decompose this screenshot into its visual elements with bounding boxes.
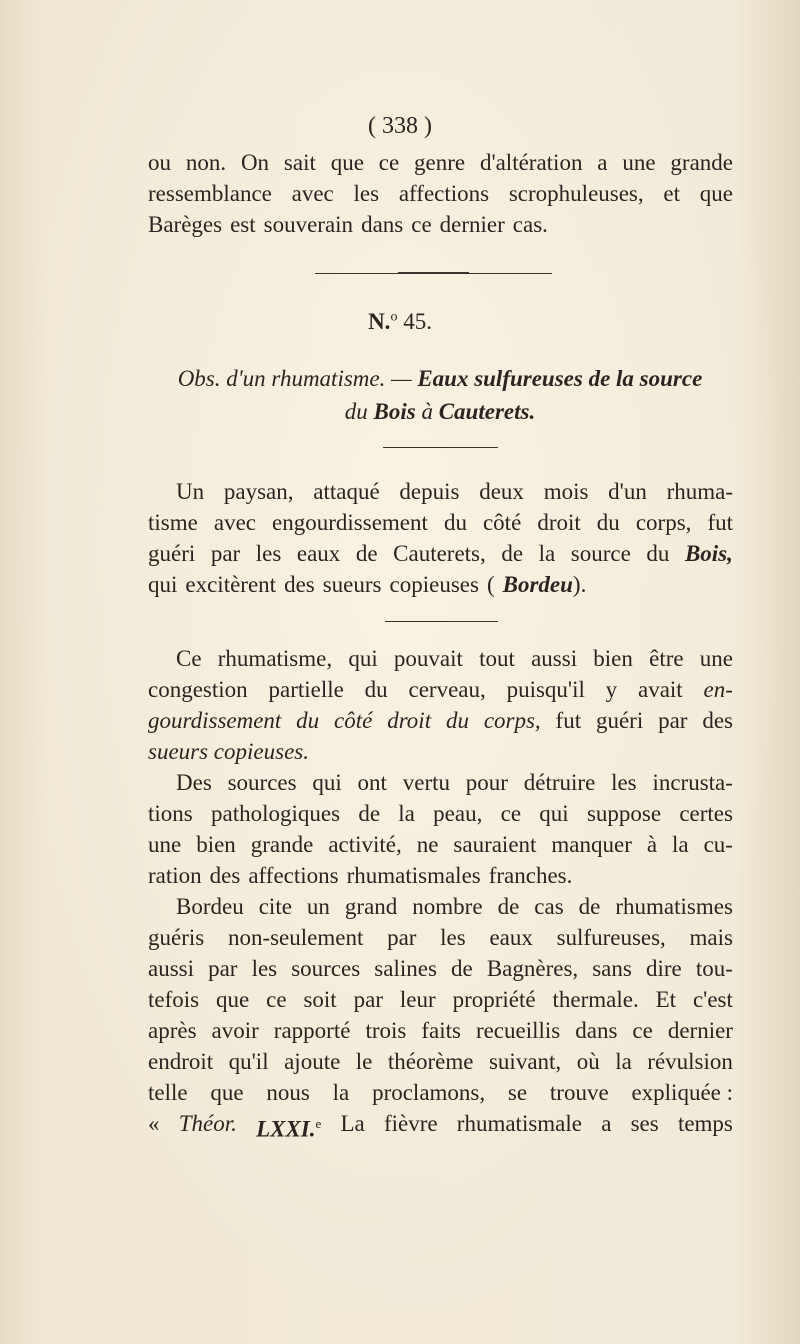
word: dernier [667, 1018, 733, 1043]
text-line [148, 178, 733, 209]
word: le [355, 1049, 373, 1074]
word: mois [543, 479, 589, 504]
italic-word: côté [334, 708, 373, 733]
word: suppose [586, 801, 662, 826]
word: fut [555, 708, 582, 733]
word: être [649, 646, 684, 671]
word: les [611, 770, 637, 795]
word: qu'il [228, 1049, 269, 1074]
word: d'altération [479, 150, 583, 175]
word: que [216, 987, 250, 1012]
word: eaux [296, 541, 341, 566]
word: rapporté [273, 1018, 351, 1043]
word: franches. [488, 863, 573, 888]
word: de [578, 894, 601, 919]
word: corps, [635, 510, 692, 535]
text-line [148, 507, 733, 538]
word: où [576, 1049, 600, 1074]
word: cerveau, [408, 677, 486, 702]
theorem-number [256, 1108, 322, 1142]
word: certes [679, 801, 733, 826]
word: ce [411, 212, 432, 237]
word: endroit [148, 1049, 214, 1074]
word: trouve [549, 1080, 609, 1105]
word: nous [266, 1080, 310, 1105]
obs-title-part: Obs. d'un rhumatisme. — [177, 366, 412, 391]
word: une [148, 832, 182, 857]
word: vertu [402, 770, 450, 795]
word: sources [291, 956, 361, 981]
word: Cauterets, [393, 541, 486, 566]
superscript: e [315, 1116, 322, 1131]
word: incrusta- [652, 770, 733, 795]
word: pathologiques [211, 801, 341, 826]
word: rhumatismales [346, 863, 481, 888]
word: telle [148, 1080, 188, 1105]
word: faits [421, 1018, 461, 1043]
word: du [364, 677, 388, 702]
word: propriété [452, 987, 536, 1012]
word: deux [479, 479, 524, 504]
italic-word: gourdissement [148, 708, 282, 733]
word: y [605, 677, 618, 702]
word: proclamons, [372, 1080, 486, 1105]
word: par [208, 956, 238, 981]
word: avait [638, 677, 683, 702]
word: de [501, 541, 524, 566]
word: sulfureuses, [556, 925, 666, 950]
word: de [358, 801, 381, 826]
text-line [148, 860, 733, 891]
word: Ce [176, 646, 202, 671]
word: activité, [328, 832, 402, 857]
italic-word: Théor. [178, 1111, 237, 1136]
word: expliquée : [631, 1080, 733, 1105]
word: ce [500, 801, 522, 826]
word: les [440, 925, 466, 950]
text-line [148, 705, 733, 736]
word: la [332, 1080, 350, 1105]
case-paragraph [148, 476, 733, 600]
word: par [210, 541, 241, 566]
word: soit [303, 987, 337, 1012]
word: par [658, 708, 688, 733]
word: avoir [211, 1018, 259, 1043]
word: de [451, 956, 473, 981]
word: affections [248, 863, 339, 888]
word: souverain [263, 212, 354, 237]
word: affections [398, 181, 490, 206]
number-superscript: o [390, 309, 398, 325]
section-divider [315, 273, 552, 274]
word: thermale. [552, 987, 639, 1012]
text-line [148, 209, 733, 240]
word: tions [148, 801, 193, 826]
page-number: ( 338 ) [368, 113, 432, 139]
word: une [622, 150, 656, 175]
word: On [240, 150, 270, 175]
obs-title-part: Bois [373, 399, 416, 424]
word: cite [258, 894, 292, 919]
word: Des [176, 770, 212, 795]
word: cas. [512, 212, 548, 237]
word: ce [632, 1018, 653, 1043]
word: dans [361, 212, 404, 237]
word: attaqué [313, 479, 380, 504]
word: sauraient [453, 832, 537, 857]
italic-word: Bois, [684, 541, 733, 566]
word: une [699, 646, 733, 671]
word: ressemblance [148, 181, 272, 206]
word: engourdissement [272, 510, 428, 535]
word: que [210, 1080, 244, 1105]
italic-word: Bordeu [502, 572, 573, 597]
number-value: 45. [403, 309, 432, 334]
obs-title-part: Cauterets. [438, 399, 536, 424]
word: tout [479, 646, 515, 671]
word: depuis [399, 479, 460, 504]
word: de [355, 541, 378, 566]
word: sait [283, 150, 316, 175]
text-line [148, 1108, 733, 1142]
word: scrophuleuses, [508, 181, 644, 206]
word: à [646, 832, 658, 857]
word: trois [365, 1018, 407, 1043]
word: tou- [695, 956, 733, 981]
word: fièvre [383, 1111, 438, 1136]
word: sources [227, 770, 297, 795]
word: ou [148, 150, 171, 175]
text-line [148, 798, 733, 829]
word: grande [250, 832, 314, 857]
word: côté [482, 510, 522, 535]
text-line [148, 736, 733, 767]
word: « [148, 1111, 160, 1136]
intro-paragraph [148, 147, 733, 240]
short-divider [385, 621, 498, 622]
word: suivant, [488, 1049, 562, 1074]
word: Et [655, 987, 677, 1012]
word: eaux [489, 925, 533, 950]
word: ce [378, 150, 400, 175]
word: la [538, 541, 556, 566]
word: congestion [148, 677, 248, 702]
commentary-paragraph [148, 643, 733, 767]
word: copieuses [389, 572, 479, 597]
word: de [497, 894, 520, 919]
word: fut [707, 510, 733, 535]
text-line [148, 674, 733, 705]
word: rhumatismes [615, 894, 733, 919]
text-line [148, 1077, 733, 1108]
word: détruire [523, 770, 596, 795]
word: dans [575, 1018, 618, 1043]
text-line [148, 1015, 733, 1046]
word: pouvait [393, 646, 463, 671]
word: guéri [595, 708, 644, 733]
italic-word: droit [387, 708, 432, 733]
word: des [209, 863, 241, 888]
word: les [353, 181, 380, 206]
commentary-paragraph [148, 767, 733, 891]
word: peau, [433, 801, 483, 826]
word: les [251, 956, 278, 981]
word: ont [357, 770, 387, 795]
word: la [672, 832, 689, 857]
word: genre [414, 150, 466, 175]
word: excitèrent [185, 572, 277, 597]
text-line [148, 922, 733, 953]
italic-phrase: sueurs copieuses. [148, 739, 309, 764]
word: non-seulement [227, 925, 364, 950]
short-divider [383, 447, 498, 448]
word: d'un [608, 479, 647, 504]
word: dire [645, 956, 682, 981]
word: la [398, 801, 415, 826]
word: tefois [148, 987, 200, 1012]
word: qui [539, 801, 569, 826]
obs-title-part: Eaux sulfureuses de la source [417, 366, 703, 391]
word: des [702, 708, 733, 733]
italic-word: en- [703, 677, 733, 702]
word: Barèges [148, 212, 223, 237]
word: avec [291, 181, 334, 206]
word: sans [592, 956, 632, 981]
text-line [148, 984, 733, 1015]
word: Bagnères, [486, 956, 579, 981]
obs-title-part: à [421, 399, 433, 424]
word: après [148, 1018, 197, 1043]
italic-word: du [296, 708, 320, 733]
word: que [330, 150, 364, 175]
word: du [443, 510, 467, 535]
word: puisqu'il [506, 677, 585, 702]
word: par [353, 987, 383, 1012]
text-line [148, 829, 733, 860]
word: cu- [703, 832, 733, 857]
word: recueillis [475, 1018, 561, 1043]
word: ( [486, 572, 495, 597]
bold-italic-word: LXXI. [256, 1116, 316, 1142]
word: ajoute [284, 1049, 341, 1074]
word: ne [416, 832, 439, 857]
word: guéri [148, 541, 196, 566]
text-line [148, 891, 733, 922]
word: a [597, 150, 608, 175]
text-line [148, 643, 733, 674]
word: salines [374, 956, 437, 981]
word: nombre [412, 894, 483, 919]
word: pour [465, 770, 508, 795]
text-line [148, 569, 733, 600]
word: par [387, 925, 417, 950]
word: théorème [387, 1049, 474, 1074]
word: sueurs [322, 572, 382, 597]
word: bien [593, 646, 633, 671]
word: temps [677, 1111, 733, 1136]
word: leur [399, 987, 436, 1012]
word: bien [196, 832, 236, 857]
word: rhumatismale [456, 1111, 582, 1136]
word: guéris [148, 925, 205, 950]
commentary-paragraph [148, 891, 733, 1142]
word: paysan, [223, 479, 294, 504]
number-prefix: N. [368, 309, 391, 334]
italic-word: du [445, 708, 469, 733]
text-line [148, 953, 733, 984]
word: Un [176, 479, 205, 504]
word: droit [537, 510, 581, 535]
word: rhuma- [666, 479, 733, 504]
observation-title [150, 362, 730, 428]
word: Bordeu [176, 894, 244, 919]
word: rhumatisme, [217, 646, 333, 671]
word: qui [348, 646, 378, 671]
word: qui [312, 770, 342, 795]
word: ce [266, 987, 287, 1012]
word: dernier [439, 212, 505, 237]
word: ration [148, 863, 202, 888]
word: aussi [531, 646, 578, 671]
word: source [570, 541, 631, 566]
word: que [699, 181, 733, 206]
word: tisme [148, 510, 198, 535]
word: partielle [268, 677, 344, 702]
observation-number [0, 309, 800, 335]
text-line [148, 767, 733, 798]
word: des [284, 572, 315, 597]
word: a [601, 1111, 612, 1136]
word: qui [148, 572, 178, 597]
text-line [148, 147, 733, 178]
word: les [255, 541, 282, 566]
text-line [148, 1046, 733, 1077]
italic-word: corps, [483, 708, 541, 733]
word: aussi [148, 956, 194, 981]
word: se [507, 1080, 528, 1105]
word: ses [630, 1111, 659, 1136]
word: c'est [692, 987, 733, 1012]
word: grande [670, 150, 733, 175]
word: la [615, 1049, 632, 1074]
text-line [148, 538, 733, 569]
word: du [596, 510, 620, 535]
word: est [230, 212, 256, 237]
word: un [306, 894, 330, 919]
word: manquer [551, 832, 632, 857]
word: révulsion [647, 1049, 733, 1074]
word: ). [572, 572, 587, 597]
word: du [646, 541, 670, 566]
obs-title-part: du [344, 399, 368, 424]
text-line [148, 476, 733, 507]
word: grand [344, 894, 398, 919]
word: avec [213, 510, 257, 535]
word: La [340, 1111, 365, 1136]
word: mais [689, 925, 733, 950]
word: et [663, 181, 680, 206]
word: cas [534, 894, 564, 919]
word: non. [185, 150, 227, 175]
